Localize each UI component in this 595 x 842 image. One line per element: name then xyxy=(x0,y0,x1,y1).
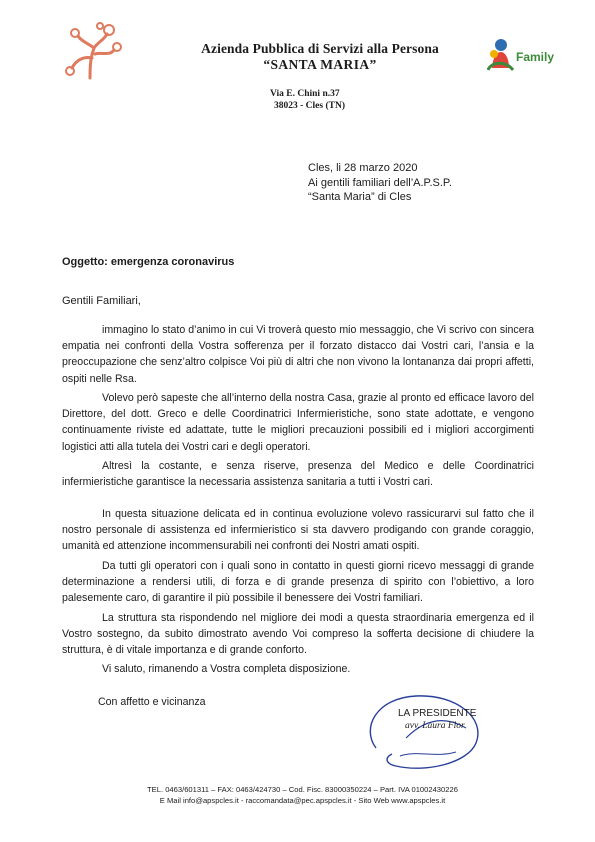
org-name: Azienda Pubblica di Servizi alla Persona xyxy=(201,41,439,56)
greeting: Gentili Familiari, xyxy=(62,295,141,307)
body-paragraph-1: immagino lo stato d’animo in cui Vi troverà questo mio messaggio, che Vi scrivo con sincera empatia nei confronti della Vostra sofferenza per il forzato distacco dai Vostri cari, l’ansia e la preoccupazione che senz’altro colpisce Voi più di altri che non vivono la lontananza dai propri affetti, ospiti nelle Rsa. xyxy=(62,324,534,385)
body-paragraph-6: La struttura sta rispondendo nel migliore dei modi a questa straordinaria emergenza ed il Vostro sostegno, da subito dimostrato avendo Voi compreso la sofferta decisione di chiudere la struttura, è di vitale importanza e di grande conforto. xyxy=(62,612,534,657)
signature-title: LA PRESIDENTE xyxy=(398,708,477,719)
family-logo-label: Family xyxy=(516,50,555,64)
org-subname: “SANTA MARIA” xyxy=(263,57,377,72)
address-line-2: 38023 - Cles (TN) xyxy=(274,101,345,111)
body-paragraph-4: In questa situazione delicata ed in continua evoluzione volevo rassicurarvi sul fatto che il nostro personale di assistenza ed infermieristico si sta davvero prodigando con grande coraggio, umanità ed attenzione incommensurabili nei confronti dei Nostri amati ospiti. xyxy=(62,508,534,553)
address-line-1: Via E. Chini n.37 xyxy=(270,89,340,99)
recipient-line-3: “Santa Maria” di Cles xyxy=(308,191,412,203)
handwritten-signature-icon xyxy=(356,688,506,778)
recipient-line-2: Ai gentili familiari dell’A.P.S.P. xyxy=(308,176,452,189)
subject-line: Oggetto: emergenza coronavirus xyxy=(62,256,235,268)
tree-logo-icon xyxy=(60,18,130,80)
closing-line: Con affetto e vicinanza xyxy=(98,696,206,708)
footer-contacts: TEL. 0463/601311 – FAX: 0463/424730 – Cod. Fisc. 83000350224 – Part. IVA 01002430226 xyxy=(147,785,458,794)
date-line: Cles, li 28 marzo 2020 xyxy=(308,162,418,174)
footer-email-web: E Mail info@apspcles.it - raccomandata@pec.apspcles.it - Sito Web www.apspcles.it xyxy=(159,796,446,805)
body-paragraph-3: Altresì la costante, e senza riserve, presenza del Medico e delle Coordinatrici infermieristiche garantisce la necessaria assistenza sanitaria a tutti i Vostri cari. xyxy=(62,460,534,489)
signature-name: avv. Laura Flor xyxy=(405,721,465,731)
recipient-block xyxy=(308,161,452,205)
body-paragraph-5: Da tutti gli operatori con i quali sono in contatto in questi giorni ricevo messaggi di grande determinazione a rendersi utili, di forza e di grande presenza di spirito con l’obiettivo, a loro palesemente caro, di garantire il più possibile il benessere dei Vostri familiari. xyxy=(62,560,534,605)
body-paragraph-7: Vi saluto, rimanendo a Vostra completa disposizione. xyxy=(102,663,351,675)
body-paragraph-2: Volevo però sapeste che all’interno della nostra Casa, grazie al pronto ed efficace lavoro del Direttore, del dott. Greco e delle Coordinatrici Infermieristiche, sono state adottate, e vengono continuamente riviste ed adattate, tutte le migliori precauzioni possibili ed i migliori accorgimenti logistici atti alla tutela dei Vostri cari e degli operatori. xyxy=(62,392,534,453)
